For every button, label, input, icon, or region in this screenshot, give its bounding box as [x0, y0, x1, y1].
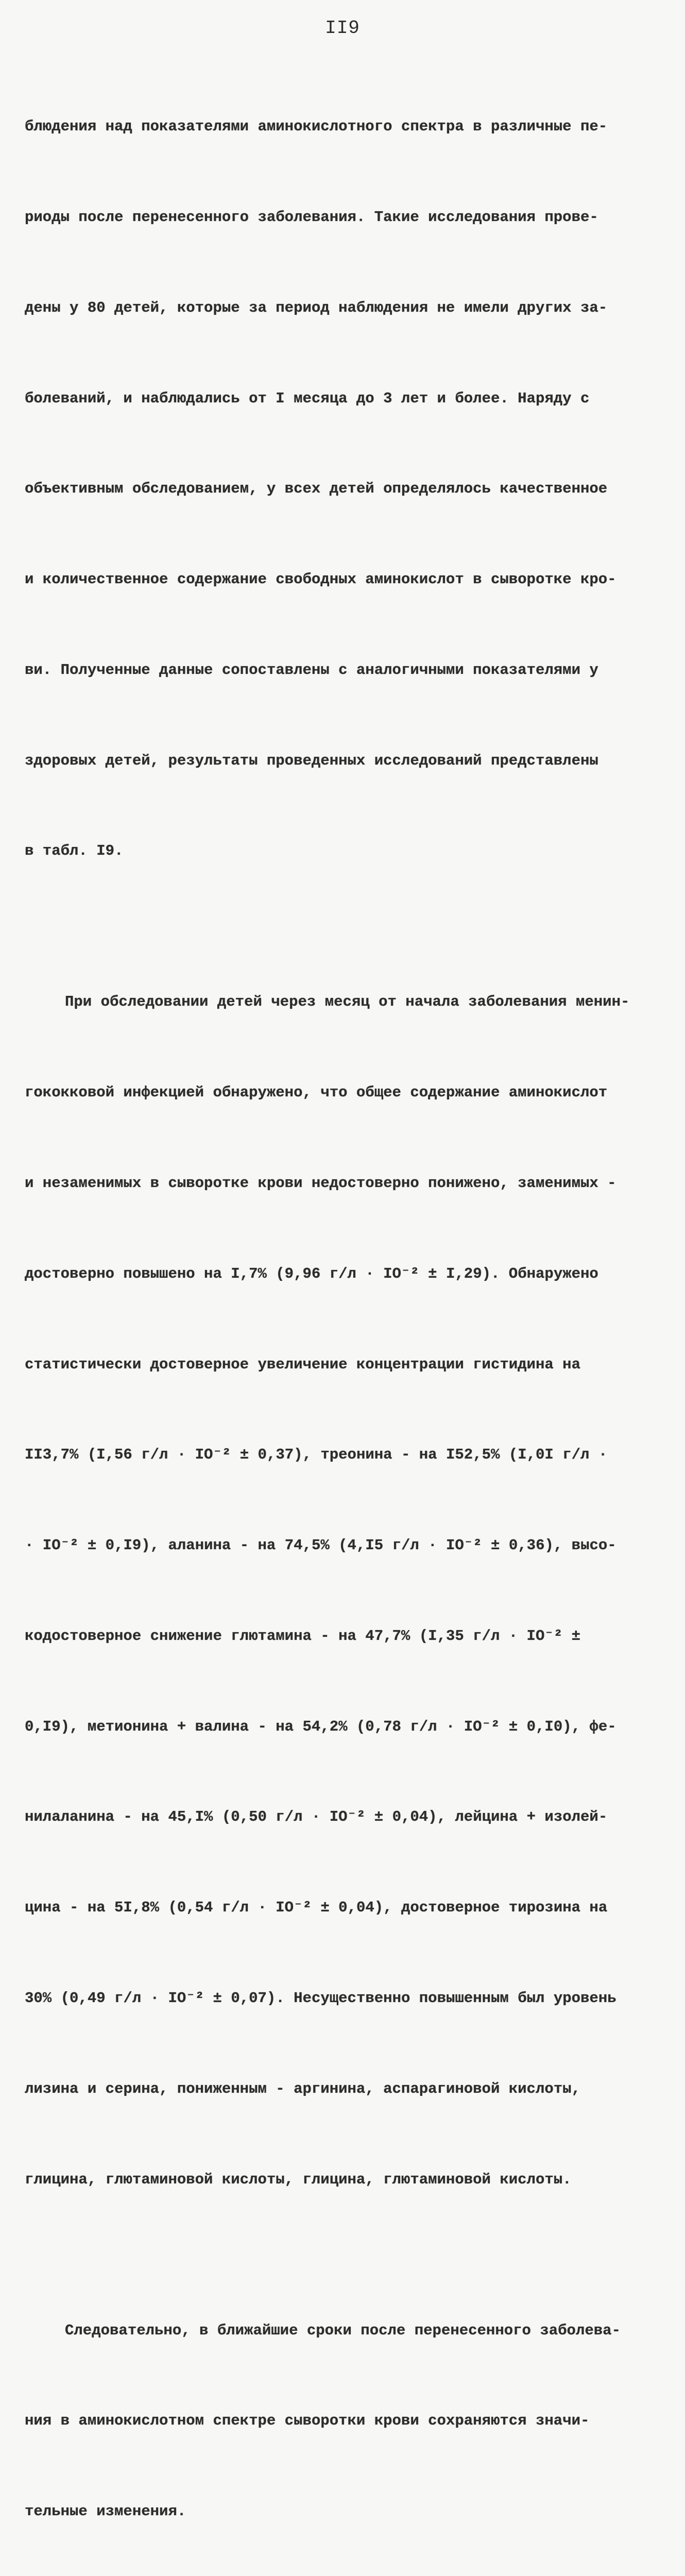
- text-line: 0,I9), метионина + валина - на 54,2% (0,78 г/л · IO⁻² ± 0,I0), фе-: [25, 1718, 616, 1735]
- text-line: и количественное содержание свободных аминокислот в сыворотке кро-: [25, 571, 616, 588]
- text-line: объективным обследованием, у всех детей определялось качественное: [25, 480, 608, 498]
- body-text: [25, 52, 651, 2576]
- paragraph-2: [25, 927, 651, 2255]
- text-line: в табл. I9.: [25, 842, 124, 860]
- text-line: цина - на 5I,8% (0,54 г/л · IO⁻² ± 0,04), достоверное тирозина на: [25, 1899, 608, 1917]
- text-line: Следовательно, в ближайшие сроки после перенесенного заболева-: [65, 2321, 621, 2339]
- text-line: 30% (0,49 г/л · IO⁻² ± 0,07). Несущественно повышенным был уровень: [25, 1990, 616, 2007]
- text-line: нилаланина - на 45,I% (0,50 г/л · IO⁻² ± 0,04), лейцина + изолей-: [25, 1808, 608, 1826]
- text-line: дены у 80 детей, которые за период наблюдения не имели других за-: [25, 299, 608, 316]
- text-line: лизина и серина, пониженным - аргинина, аспарагиновой кислоты,: [25, 2080, 580, 2097]
- paragraph-3: [25, 2255, 651, 2576]
- text-line: ви. Полученные данные сопоставлены с аналогичными показателями у: [25, 661, 598, 679]
- page-number: II9: [325, 18, 360, 39]
- text-line: глицина, глютаминовой кислоты, глицина, глютаминовой кислоты.: [25, 2171, 572, 2188]
- text-line: кодостоверное снижение глютамина - на 47,7% (I,35 г/л · IO⁻² ±: [25, 1627, 581, 1645]
- text-line: статистически достоверное увеличение концентрации гистидина на: [25, 1355, 580, 1373]
- text-line: риоды после перенесенного заболевания. Такие исследования прове-: [25, 208, 598, 226]
- text-line: При обследовании детей через месяц от начала заболевания менин-: [65, 993, 630, 1011]
- text-line: тельные изменения.: [25, 2503, 186, 2520]
- text-line: достоверно повышено на I,7% (9,96 г/л · IO⁻² ± I,29). Обнаружено: [25, 1265, 598, 1282]
- text-line: ния в аминокислотном спектре сыворотки крови сохраняются значи-: [25, 2412, 590, 2430]
- text-line: II3,7% (I,56 г/л · IO⁻² ± 0,37), треонина - на I52,5% (I,0I г/л ·: [25, 1446, 608, 1464]
- text-line: гококковой инфекцией обнаружено, что общее содержание аминокислот: [25, 1084, 608, 1101]
- text-line: болеваний, и наблюдались от I месяца до 3 лет и более. Наряду с: [25, 389, 590, 407]
- paragraph-1: [25, 52, 651, 927]
- text-line: здоровых детей, результаты проведенных исследований представлены: [25, 752, 598, 769]
- text-line: и незаменимых в сыворотке крови недостоверно понижено, заменимых -: [25, 1174, 616, 1192]
- text-line: · IO⁻² ± 0,I9), аланина - на 74,5% (4,I5 г/л · IO⁻² ± 0,36), высо-: [25, 1537, 616, 1554]
- text-line: блюдения над показателями аминокислотного спектра в различные пе-: [25, 118, 608, 135]
